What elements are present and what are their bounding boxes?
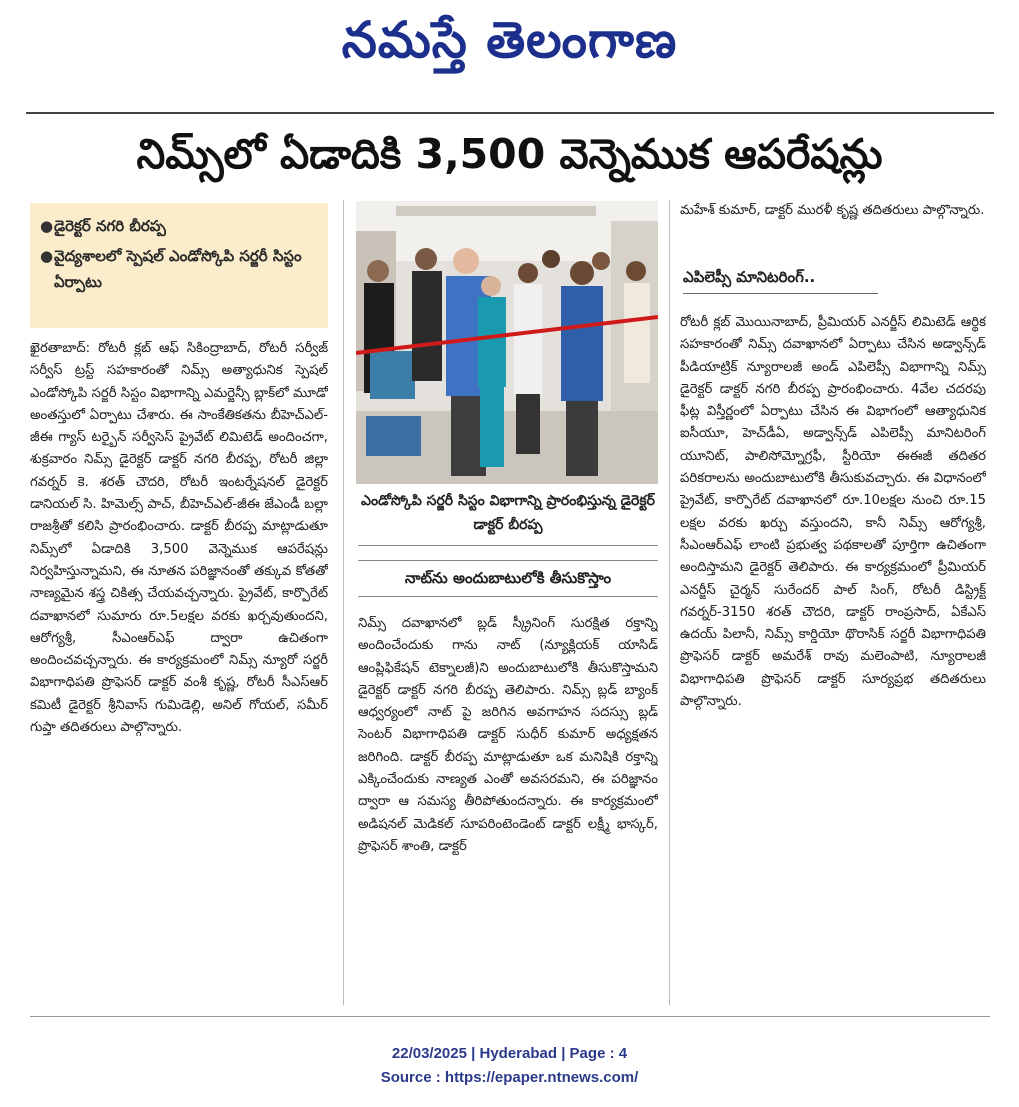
bullet-icon: ● [40, 247, 54, 265]
article-column-1: ఖైరతాబాద్‌: రోటరీ క్లబ్‌ ఆఫ్‌ సికింద్రాబాద్‌, రోటరీ సర్వీజ్‌ సర్వీస్‌ ట్రస్ట్‌ సహకారంతో నిమ్స్‌ అత్యాధునిక స్పెషల్‌ ఎండోస్కోపి సర్జరీ సిస్టం విభాగాన్ని ఎమర్జెన్సీ బ్లాక్‌లో మూడో అంతస్తులో ఏర్పాటు చేశారు. ఈ సాంకేతికతను బీహెచ్‌ఎల్‌-జీఈ గ్యాస్‌ టర్బైన్‌ సర్వీసెస్‌ ప్రైవేట్‌ లిమిటెడ్‌ అందించగా, శుక్రవారం నిమ్స్‌ డైరెక్టర్‌ డాక్టర్‌ నగరి బీరప్ప, రోటరీ జిల్లా గవర్నర్‌ కె. శరత్‌ చౌదరి, రోటరీ ఇంటర్నేషనల్‌ డైరెక్టర్‌ డానియల్‌ సి. హిమెల్స్‌ పాచ్‌, బీహెచ్‌ఎల్‌-జీఈ జేఎండీ బల్లా రాజశ్రీతో కలిసి ప్రారంభించారు. డాక్టర్‌ బీరప్ప మాట్లాడుతూ నిమ్స్‌లో ఏడాదికి 3,500 వెన్నెముక ఆపరేషన్లు నిర్వహిస్తున్నామని, ఈ నూతన పరిజ్ఞానంతో తక్కువ కోతతో నాణ్యమైన శస్త్ర చికిత్స చేయవచ్చన్నారు. ప్రైవేట్‌, కార్పొరేట్‌ దవాఖానలో సుమారు రూ.5లక్షల వరకు ఖర్చవుతుందని, ఆరోగ్యశ్రీ, సీఎంఆర్‌ఎఫ్‌ ద్వారా ఉచితంగా అందించవచ్చన్నారు. ఈ కార్యక్రమంలో నిమ్స్‌ న్యూరో సర్జరీ విభాగాధిపతి ప్రొఫెసర్‌ డాక్టర్‌ వంశీ కృష్ణ, రోటరీ సీఎస్‌ఆర్‌ కమిటీ డైరెక్టర్‌ శ్రీనివాస్‌ గుమిడెల్లి, అనిల్‌ గోయల్‌, సమీర్‌ గుప్తా తదితరులు పాల్గొన్నారు. [30, 341, 328, 736]
article-column-2: నిమ్స్‌ దవాఖానలో బ్లడ్‌ స్క్రీనింగ్‌ సురక్షిత రక్తాన్ని అందించేందుకు గాను నాట్‌ (న్యూక్లియక్‌ యాసిడ్‌ ఆంప్లిఫికేషన్‌ టెక్నాలజీ)ని అందుబాటులోకి తీసుకొస్తామని డైరెక్టర్‌ డాక్టర్‌ నగరి బీరప్ప తెలిపారు. నిమ్స్‌ బ్లడ్‌ బ్యాంక్‌ ఆధ్వర్యంలో నాట్‌ పై జరిగిన అవగాహన సదస్సు బ్లడ్‌ సెంటర్‌ విభాగాధిపతి డాక్టర్‌ సుధీర్‌ కుమార్‌ అధ్యక్షతన జరిగింది. డాక్టర్‌ బీరప్ప మాట్లాడుతూ ఒక మనిషికి రక్తాన్ని ఎక్కించేందుకు నాణ్యత ఎంతో అవసరమని, ఈ పరిజ్ఞానం ద్వారా ఆ సమస్య తీరిపోతుందన్నారు. ఈ కార్యక్రమంలో అడిషనల్‌ మెడికల్‌ సూపరింటెండెంట్‌ డాక్టర్‌ లక్ష్మీ భాస్కర్‌, ప్రొఫెసర్‌ శాంతి, డాక్టర్‌ [358, 616, 658, 854]
caption-divider [358, 545, 658, 546]
article-column-3-continuation: మహేశ్‌ కుమార్‌, డాక్టర్‌ మురళీ కృష్ణ తదితరులు పాల్గొన్నారు. [680, 203, 985, 218]
subhead-nat: నాట్‌ను అందుబాటులోకి తీసుకొస్తాం [404, 569, 612, 587]
article-column-3: రోటరీ క్లబ్‌ మొయినాబాద్‌, ప్రీమియర్‌ ఎనర్జీస్‌ లిమిటెడ్‌ ఆర్థిక సహకారంతో నిమ్స్‌ దవాఖానలో ఏర్పాటు చేసిన అడ్వాన్స్‌డ్‌ పీడియాట్రిక్‌ న్యూరాలజీ అండ్‌ ఎపిలెప్సీ విభాగాన్ని నిమ్స్‌ డైరెక్టర్‌ డాక్టర్‌ నగరి బీరప్ప ప్రారంభించారు. 4వేల చదరపు ఫీట్ల విస్తీర్ణంలో ఏర్పాటు చేసిన ఈ విభాగంలో ఆత్యాధునిక ఐసీయూ, హెచ్‌డీఏ, అడ్వాన్స్‌డ్‌ ఎపిలెప్సీ మానిటరింగ్‌ యూనిట్‌, పాలిసోమ్నోగ్రఫీ, స్టీరియో ఈఈజీ తదితర పరికరాలను అందుబాటులోకి తీసుకువచ్చారు. ఈ విధానంలో ప్రైవేట్‌, కార్పొరేట్‌ దవాఖానలో రూ.10లక్షల నుంచి రూ.15 లక్షల వరకు ఖర్చు వస్తుందని, కానీ నిమ్స్‌ ఆరోగ్యశ్రీ, సీఎంఆర్‌ఎఫ్‌ లాంటి ప్రభుత్వ పథకాలతో పూర్తిగా ఉచితంగా అందిస్తామని డైరెక్టర్‌ తెలిపారు. ఈ కార్యక్రమంలో ప్రీమియర్‌ ఎనర్జీస్‌ చైర్మన్‌ సురేందర్‌ పాల్‌ సింగ్‌, రోటరీ డిస్ట్రిక్ట్‌ గవర్నర్‌-3150 శరత్‌ చౌదరి, డాక్టర్‌ రాంప్రసాద్‌, ఏకేఎస్‌ ఉదయ్‌ పిలానీ, నిమ్స్‌ కార్డియో థొరాసిక్‌ సర్జరీ విభాగాధిపతి ప్రొఫెసర్‌ డాక్టర్‌ అమరేశ్‌ రావు మలెంపాటి, న్యూరాలజీ విభాగాధిపతి ప్రొఫెసర్‌ డాక్టర్‌ సూర్యప్రభ తదితరులు పాల్గొన్నారు. [680, 315, 986, 710]
event-photo [356, 201, 658, 484]
highlight-item [40, 213, 318, 239]
source-link[interactable]: Source : https://epaper.ntnews.com/ [380, 1069, 639, 1086]
article-highlights-box [30, 203, 328, 328]
subhead-divider [358, 560, 658, 561]
photo-caption: ఎండోస్కోపి సర్జరీ సిస్టం విభాగాన్ని ప్రారంభిస్తున్న డైరెక్టర్‌ డాక్టర్‌ బీరప్ప [361, 493, 655, 533]
edition-info: 22/03/2025 | Hyderabad | Page : 4 [391, 1045, 628, 1062]
highlight-text: డైరెక్టర్‌ నగరి బీరప్ప [54, 217, 166, 235]
bullet-icon: ● [40, 217, 54, 235]
ribbon-cutting-photo [356, 201, 658, 484]
column-separator [669, 200, 670, 1005]
highlight-text: వైద్యశాలలో స్పెషల్‌ ఎండోస్కోపి సర్జరీ సిస్టం ఏర్పాటు [54, 247, 302, 291]
subhead-epilepsy: ఎపిలెప్సీ మానిటరింగ్‌.. [683, 268, 816, 286]
highlight-item [40, 243, 318, 295]
footer-divider [30, 1016, 990, 1017]
masthead-divider [26, 112, 994, 114]
newspaper-masthead: నమస్తే తెలంగాణ [341, 11, 678, 69]
article-headline: నిమ్స్‌లో ఏడాదికి 3,500 వెన్నెముక ఆపరేషన్లు [136, 130, 883, 178]
subhead-underline [683, 293, 878, 294]
column-separator [343, 200, 344, 1005]
subhead-divider [358, 596, 658, 597]
